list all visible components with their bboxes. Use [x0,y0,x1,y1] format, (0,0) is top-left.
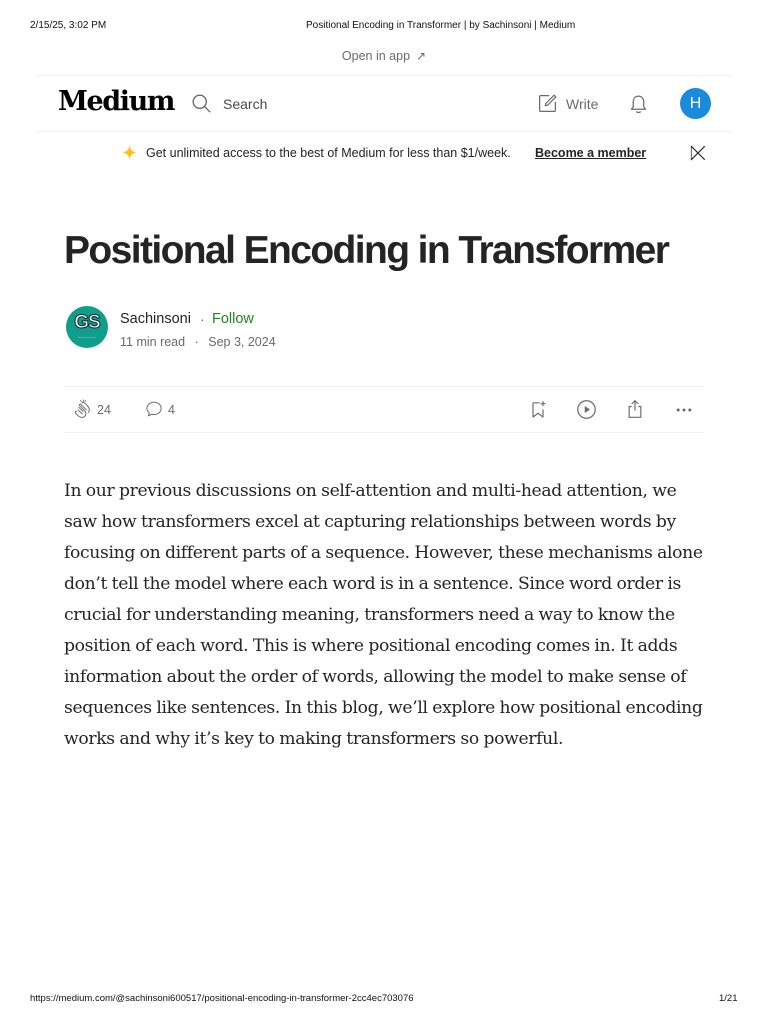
article-title: Positional Encoding in Transformer [64,229,669,272]
open-in-app-link[interactable] [0,49,768,63]
search-input[interactable]: Search [223,96,268,112]
response-icon[interactable] [145,400,163,418]
meta-separator: · [194,335,199,349]
more-icon[interactable] [674,400,694,420]
bell-icon[interactable] [628,93,649,115]
action-bar-bottom-divider [64,432,704,433]
author-avatar-initials: GS [74,312,100,333]
medium-logo[interactable]: Medium [58,86,175,117]
author-name[interactable]: Sachinsoni [120,311,191,327]
write-icon[interactable] [537,93,558,114]
article-body-paragraph: In our previous discussions on self-attention and multi-head attention, we saw how transformers excel at capturing relationships between words by focusing on different parts of a sequence. However, these mechanisms alone don’t tell the model where each word is in a sentence. Since word order is crucial for understanding meaning, transformers need a way to know the position of each word. This is where positional encoding comes in. It adds information about the order of words, allowing the model to make sense of sequences like sentences. In this blog, we’ll explore how positional encoding works and why it’s key to making transformers so powerful. [64,481,703,749]
open-in-app-label: Open in app [341,49,411,63]
action-bar-top-divider [64,386,704,387]
search-icon[interactable] [191,93,212,114]
author-avatar[interactable] [66,306,108,348]
navbar-top-divider [36,75,732,76]
article-meta [120,335,276,349]
response-count: 4 [168,403,175,417]
print-datetime: 2/15/25, 3:02 PM [30,20,107,31]
author-avatar-script: ~~~~~~~~ [77,335,97,340]
clap-icon[interactable] [73,399,93,419]
print-page-title: Positional Encoding in Transformer | by Sachinsoni | Medium [306,20,576,31]
become-member-link[interactable]: Become a member [535,146,647,160]
star-icon [121,144,138,161]
promo-text: Get unlimited access to the best of Medium for less than $1/week. [146,146,511,160]
share-icon[interactable] [625,398,645,420]
write-button[interactable]: Write [566,96,599,112]
play-icon[interactable] [576,399,597,420]
navbar-bottom-divider [36,131,732,132]
publish-date: Sep 3, 2024 [208,335,276,349]
follow-button[interactable]: Follow [212,311,254,327]
close-icon[interactable] [689,144,707,162]
clap-count: 24 [97,403,111,417]
user-avatar[interactable]: H [680,88,711,119]
print-url: https://medium.com/@sachinsoni600517/positional-encoding-in-transformer-2cc4ec703076 [30,993,414,1004]
author-separator: · [200,311,205,327]
external-arrow-icon: ↗ [416,49,427,63]
read-time: 11 min read [120,335,186,349]
print-page-number: 1/21 [719,993,738,1004]
bookmark-icon[interactable] [528,399,548,420]
